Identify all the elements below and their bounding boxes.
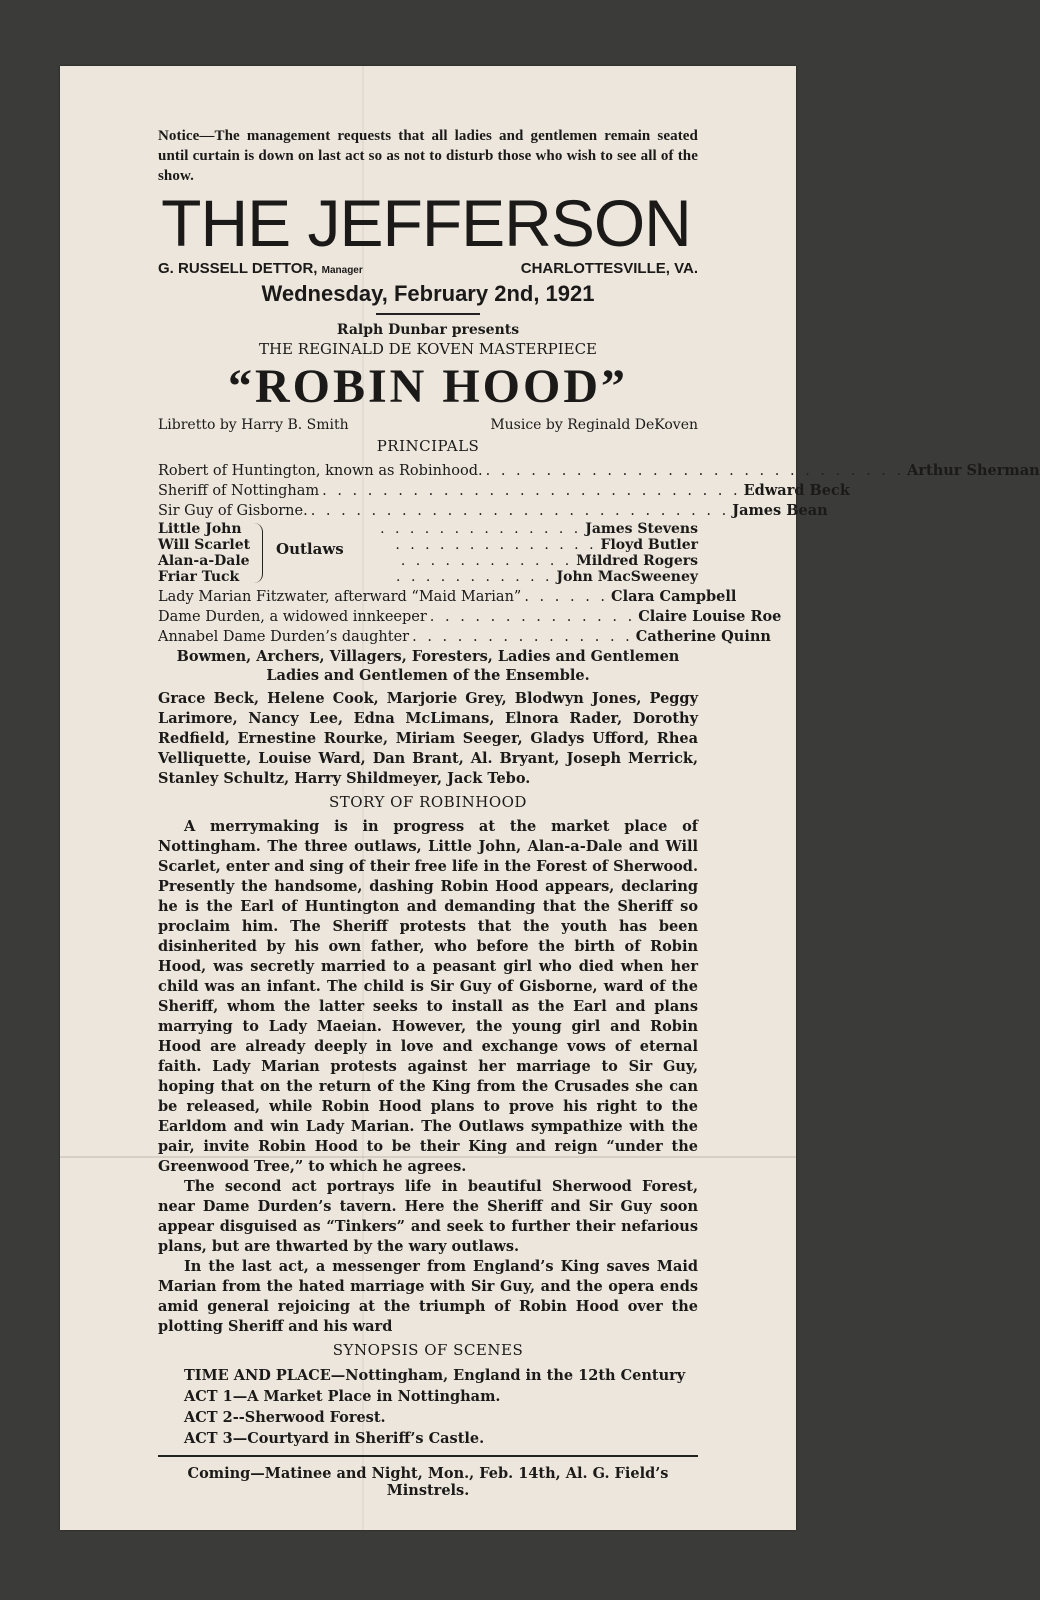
cast-role: Dame Durden, a widowed innkeeper <box>158 609 427 625</box>
story-paragraph: The second act portrays life in beautiful Sherwood Forest, near Dame Durden’s tavern. Here the Sheriff and Sir Guy soon appear disguised as “Tinkers” and seek to further their nefarious plans, but are thwarted by the wary outlaws. <box>158 1178 698 1255</box>
cast-actor: Arthur Sherman <box>907 462 1040 479</box>
outlaw-role: Friar Tuck <box>158 569 240 585</box>
story-heading: STORY OF ROBINHOOD <box>329 793 527 811</box>
outlaw-actor: John MacSweeney <box>556 569 698 585</box>
divider <box>158 1455 698 1457</box>
outlaw-role: Little John <box>158 521 242 537</box>
leader-dots: . . . . . . . . . . . . . . . . . . . . . . . . . . . . <box>310 503 730 519</box>
brace-icon <box>254 523 263 583</box>
cast-actor: Edward Beck <box>743 482 850 499</box>
ensemble-heading: Ladies and Gentlemen of the Ensemble. <box>266 667 590 684</box>
libretto-credit: Libretto by Harry B. Smith <box>158 417 349 433</box>
performance-date: Wednesday, February 2nd, 1921 <box>261 281 595 306</box>
leader-dots: . . . . . . . . . . . . . . . . . . . . . . . . . . . . <box>322 483 741 499</box>
cast-actor: Catherine Quinn <box>635 628 771 645</box>
bowmen-line: Bowmen, Archers, Villagers, Foresters, Ladies and Gentlemen <box>176 648 680 665</box>
scene-item: ACT 3—Courtyard in Sheriff’s Castle. <box>184 1430 485 1447</box>
cast-row <box>158 607 782 627</box>
outlaw-actor: Floyd Butler <box>600 537 698 553</box>
cast-actor: James Bean <box>732 502 828 519</box>
cast-role: Lady Marian Fitzwater, afterward “Maid Marian” <box>158 589 522 605</box>
story-text <box>158 817 698 1337</box>
cast-role: Robert of Huntington, known as Robinhood. <box>158 463 483 479</box>
manager <box>158 260 363 277</box>
scene-item: ACT 2--Sherwood Forest. <box>184 1409 386 1426</box>
manager-row <box>158 260 698 277</box>
scene-item: ACT 1—A Market Place in Nottingham. <box>184 1388 501 1405</box>
cast-role: Sir Guy of Gisborne. <box>158 503 308 519</box>
outlaw-actors <box>380 521 698 585</box>
cast-row <box>158 461 1040 481</box>
cast-role: Annabel Dame Durden’s daughter <box>158 629 410 645</box>
principals-heading: PRINCIPALS <box>376 437 480 455</box>
cast-row <box>158 587 737 607</box>
outlaw-role: Will Scarlet <box>158 537 251 553</box>
cast-actor: Claire Louise Roe <box>638 608 782 625</box>
credits-row <box>158 417 698 433</box>
cast-row <box>158 627 771 647</box>
leader-dots: . . . . . . . . . . . . . . <box>380 521 582 537</box>
synopsis-heading: SYNOPSIS OF SCENES <box>332 1341 524 1359</box>
cast-row <box>158 481 850 501</box>
leader-dots: . . . . . . . . . . . . <box>400 553 573 569</box>
scene-list <box>184 1365 698 1449</box>
playbill-content <box>158 126 1040 1499</box>
manager-title: Manager <box>321 265 363 276</box>
outlaw-role: Alan-a-Dale <box>158 553 250 569</box>
ensemble-members: Grace Beck, Helene Cook, Marjorie Grey, Blodwyn Jones, Peggy Larimore, Nancy Lee, Edna McLimans, Elnora Rader, Dorothy Redfield, Ernestine Rourke, Miriam Seeger, Gladys Ufford, Rhea Velliquette, Louise Ward, Dan Brant, Al. Bryant, Joseph Merrick, Stanley Schultz, Harry Shildmeyer, Jack Tebo. <box>158 690 698 787</box>
playbill-sheet <box>60 66 1040 1530</box>
leader-dots: . . . . . . . . . . . . . . <box>429 609 636 625</box>
divider <box>376 313 480 315</box>
cast-role: Sheriff of Nottingham <box>158 483 320 499</box>
cast-row <box>158 501 828 521</box>
story-paragraph: In the last act, a messenger from England’s King saves Maid Marian from the hated marriage with Sir Guy, and the opera ends amid general rejoicing at the triumph of Robin Hood over the plotting Sheriff and his ward <box>158 1258 698 1335</box>
story-paragraph: A merrymaking is in progress at the market place of Nottingham. The three outlaws, Little John, Alan-a-Dale and Will Scarlet, enter and sing of their free life in the Forest of Sherwood. Presently the handsome, dashing Robin Hood appears, declaring he is the Earl of Huntington and demanding that the Sheriff so proclaim him. The Sheriff protests that the youth has been disinherited by his own father, who before the birth of Robin Hood, was secretly married to a peasant girl who died when her child was an infant. The child is Sir Guy of Gisborne, ward of the Sheriff, whom the latter seeks to install as the Earl and plans marrying to Lady Maeian. However, the young girl and Robin Hood are already deeply in love and exchange vows of eternal faith. Lady Marian protests against her marriage to Sir Guy, hoping that on the return of the King from the Crusades she can be released, while Robin Hood plans to prove his right to the Earldom and win Lady Marian. The Outlaws sympathize with the pair, invite Robin Hood to be their King and reign “under the Greenwood Tree,” to which he agrees. <box>158 818 698 1175</box>
masterpiece-line: THE REGINALD DE KOVEN MASTERPIECE <box>258 340 598 358</box>
management-notice: Notice—The management requests that all ladies and gentlemen remain seated until curtain is down on last act so as not to disturb those who wish to see all of the show. <box>158 128 698 184</box>
cast-list-top <box>158 461 1040 521</box>
outlaws-label: Outlaws <box>276 540 344 558</box>
outlaw-roles <box>158 521 250 585</box>
leader-dots: . . . . . . . . . . . . . . . . . . . . . . . . . . . . <box>485 463 905 479</box>
outlaws-group <box>158 521 698 587</box>
theatre-name: THE JEFFERSON <box>161 186 691 260</box>
location: CHARLOTTESVILLE, VA. <box>520 260 698 277</box>
leader-dots: . . . . . . . . . . . . . . . <box>412 629 633 645</box>
cast-actor: Clara Campbell <box>611 588 737 605</box>
leader-dots: . . . . . . . . . . . <box>396 569 553 585</box>
outlaw-actor: James Stevens <box>585 521 698 537</box>
presenter: Ralph Dunbar presents <box>336 322 520 338</box>
manager-name: G. RUSSELL DETTOR, <box>158 260 318 277</box>
leader-dots: . . . . . . <box>524 589 609 605</box>
leader-dots: . . . . . . . . . . . . . . <box>395 537 597 553</box>
outlaw-actor: Mildred Rogers <box>576 553 698 569</box>
show-title: “ROBIN HOOD” <box>227 360 629 413</box>
scene-item: TIME AND PLACE—Nottingham, England in the 12th Century <box>184 1367 686 1384</box>
coming-attraction: Coming—Matinee and Night, Mon., Feb. 14th, Al. G. Field’s Minstrels. <box>187 1465 669 1499</box>
cast-list-bottom <box>158 587 782 647</box>
music-credit: Musice by Reginald DeKoven <box>490 417 698 433</box>
